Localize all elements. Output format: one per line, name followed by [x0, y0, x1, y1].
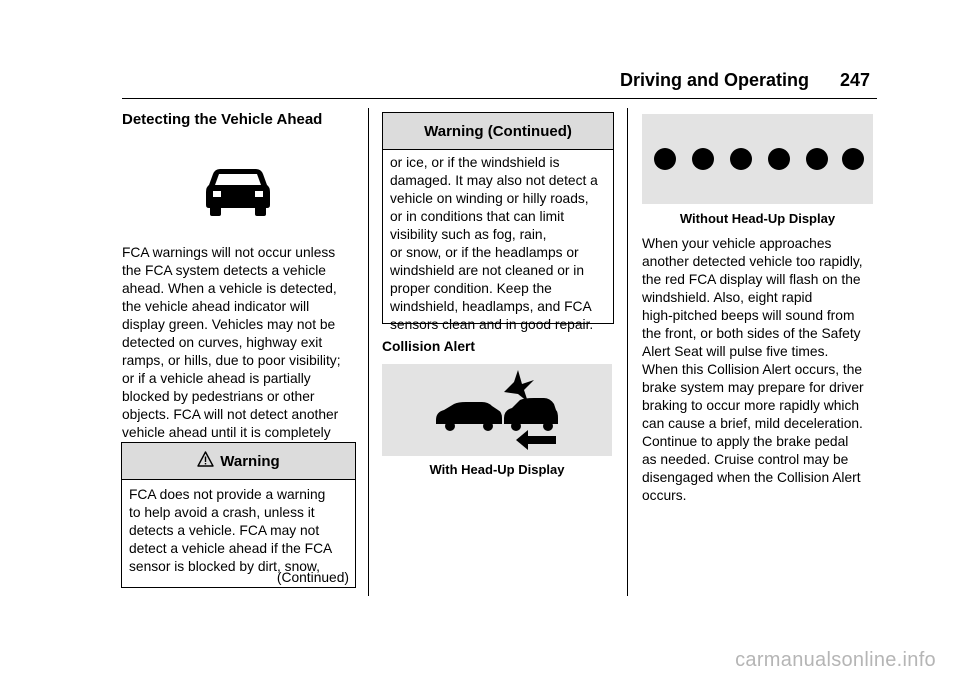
- section-heading: Detecting the Vehicle Ahead: [122, 111, 323, 128]
- warning-continued-box: [382, 112, 614, 332]
- vehicle-ahead-icon: [206, 165, 270, 217]
- warning-continued-header: Warning (Continued): [383, 113, 613, 150]
- indicator-light: [692, 148, 714, 170]
- indicator-light: [842, 148, 864, 170]
- detecting-paragraph: FCA warnings will not occur unless the FCA system detects a vehicle ahead. When a vehicle is detected, the vehicle ahead indicator will display green. Vehicles may not be detected on curves, highway exit ramps, or hills, due to poor visibility; or if a vehicle ahead is partially blocked by pedestrians or other objects. FCA will not detect another vehicle ahead until it is completely: [122, 245, 341, 440]
- warning-continued: (Continued): [276, 570, 349, 585]
- collision-alert-icon: [432, 368, 562, 452]
- indicator-light: [806, 148, 828, 170]
- collision-alert-heading: Collision Alert: [382, 339, 476, 354]
- indicator-light: [730, 148, 752, 170]
- warning-triangle-icon: [197, 451, 214, 471]
- warning-body: FCA does not provide a warning to help avoid a crash, unless it detects a vehicle. FCA may not detect a vehicle ahead if the FCA sensor is blocked by dirt, snow,: [129, 487, 333, 574]
- column-divider-left: [368, 108, 369, 596]
- indicator-light: [654, 148, 676, 170]
- hud-caption: With Head-Up Display: [429, 462, 565, 477]
- flashing-red-lights-icon: [642, 114, 873, 204]
- no-hud-caption: Without Head-Up Display: [679, 211, 836, 226]
- section-title: Driving and Operating: [620, 70, 810, 90]
- header-rule: [122, 98, 877, 99]
- no-hud-figure: [642, 114, 873, 204]
- warning-header: [122, 443, 355, 480]
- collision-alert-paragraph: When your vehicle approaches another detected vehicle too rapidly, the red FCA display will flash on the windshield. Also, eight rapid high-pitched beeps will sound from the front, or both sides of the Safety Alert Seat will pulse five times. When this Collision Alert occurs, the brake system may prepare for driver braking to occur more rapidly which can cause a brief, mild deceleration. Continue to apply the brake pedal as needed. Cruise control may be disengaged when the Collision Alert occurs.: [642, 236, 864, 503]
- page-number: 247: [840, 70, 871, 90]
- warning-title: Warning: [220, 452, 280, 470]
- warning-box: [121, 442, 356, 588]
- indicator-light: [768, 148, 790, 170]
- watermark: carmanualsonline.info: [735, 649, 936, 671]
- warning-continued-body: or ice, or if the windshield is damaged. It may also not detect a vehicle on winding or hilly roads, or in conditions that can limit visibility such as fog, rain, or snow, or if the headlamps or windshield are not cleaned or in proper condition. Keep the windshield, headlamps, and FCA sensors clean and in good repair.: [390, 155, 598, 332]
- collision-alert-figure: [382, 364, 612, 456]
- column-divider-right: [627, 108, 628, 596]
